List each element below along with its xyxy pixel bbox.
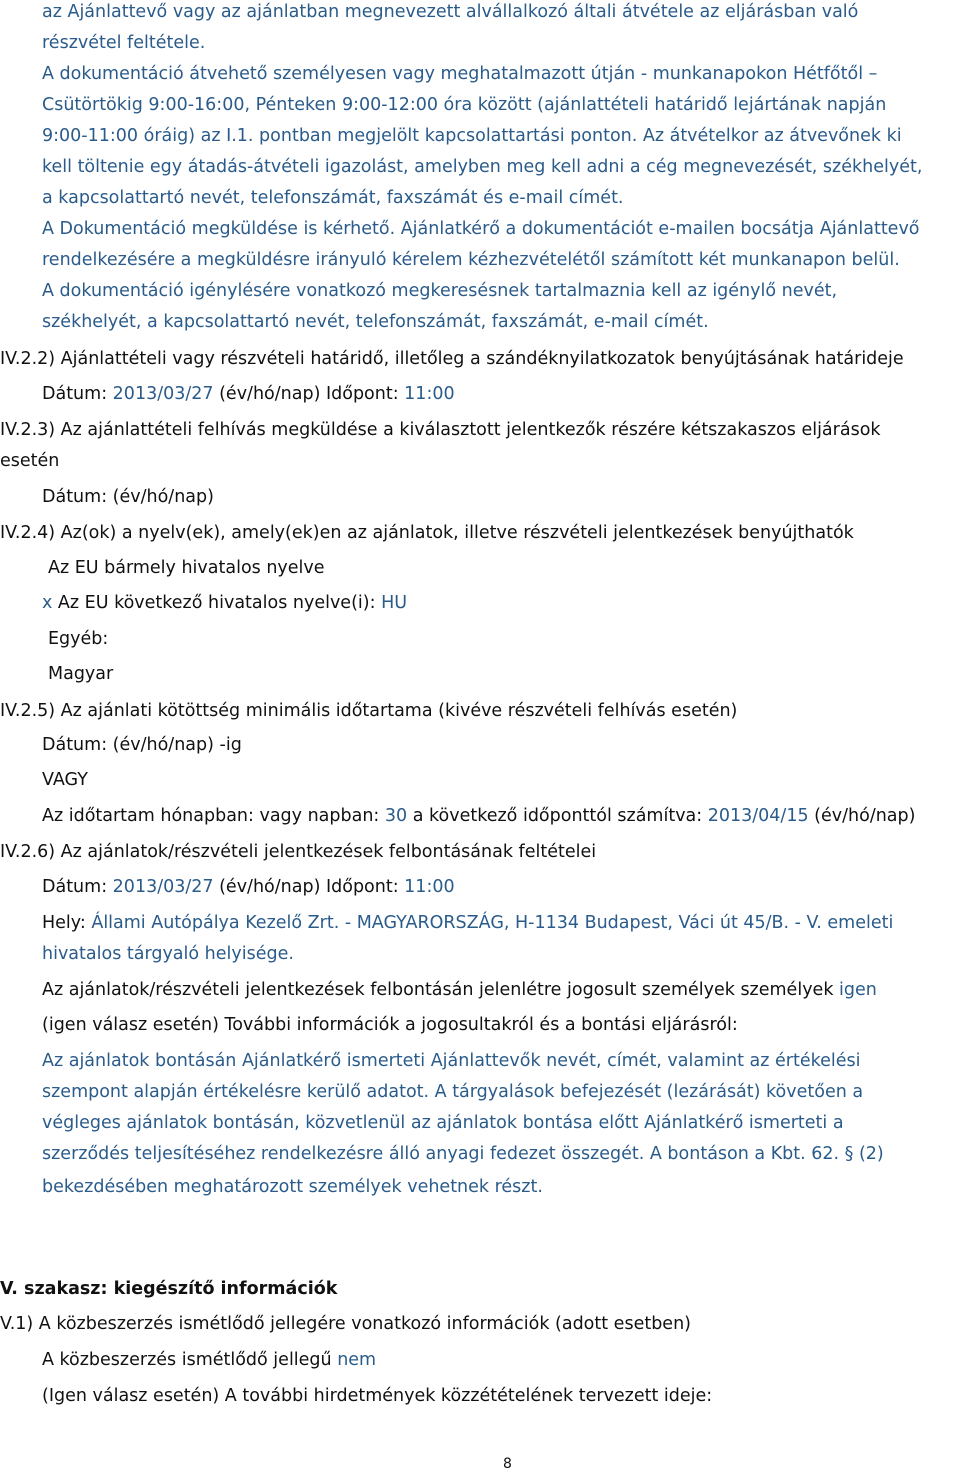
text-segment: részvétel feltétele.: [42, 33, 206, 53]
text-segment: 30: [384, 806, 408, 826]
text-line: [0, 1312, 691, 1336]
text-segment: Állami Autópálya Kezelő Zrt. - MAGYARORSZÁG, H-1134 Budapest, Váci út 45/B. - V. emeleti: [91, 913, 894, 933]
text-line: [42, 310, 709, 334]
text-segment: HU: [381, 593, 408, 613]
text-segment: Az ajánlatok/részvételi jelentkezések felbontásán jelenlétre jogosult személyek személyek: [42, 980, 840, 1000]
text-segment: szerződés teljesítéséhez rendelkezésre álló anyagi fedezet összegét. A bontáson a Kbt. 62. § (2): [42, 1144, 884, 1164]
text-segment: Magyar: [48, 664, 114, 684]
text-line: [42, 733, 242, 757]
text-line: [42, 248, 900, 272]
text-segment: Az ajánlatok bontásán Ajánlatkérő ismerteti Ajánlattevők nevét, címét, valamint az értékelési: [42, 1051, 861, 1071]
text-line: [42, 591, 407, 615]
text-line: [0, 521, 854, 545]
text-line: [42, 768, 88, 792]
text-line: [42, 124, 902, 148]
text-segment: az Ajánlattevő vagy az ajánlatban megnevezett alvállalkozó általi átvétele az eljárásban való: [42, 2, 859, 22]
text-line: [42, 0, 858, 24]
text-segment: 9:00-11:00 óráig) az I.1. pontban megjelölt kapcsolattartási ponton.: [42, 126, 638, 146]
text-segment: A dokumentáció átvehető személyesen vagy meghatalmazott útján - munkanapokon Hétfőtől –: [42, 64, 878, 84]
text-segment: Csütörtökig 9:00-16:00, Pénteken 9:00-12:00 óra között (ajánlattételi határidő lejártának napján: [42, 95, 887, 115]
text-line: [0, 1277, 337, 1301]
text-segment: IV.2.5) Az ajánlati kötöttség minimális időtartama (kivéve részvételi felhívás esetén): [0, 701, 738, 721]
text-segment: A közbeszerzés ismétlődő jellegű: [42, 1350, 338, 1370]
text-line: [48, 662, 113, 686]
text-segment: (év/hó/nap): [808, 806, 916, 826]
text-line: [0, 418, 881, 442]
text-segment: (Igen válasz esetén) A további hirdetmények közzétételének tervezett ideje:: [42, 1386, 713, 1406]
text-line: [48, 556, 325, 580]
text-segment: (év/hó/nap) Időpont:: [213, 877, 405, 897]
text-line: [42, 1142, 884, 1166]
text-line: [42, 93, 886, 117]
text-segment: rendelkezésére a megküldésre irányuló kérelem kézhezvételétől számított két munkanapon belül.: [42, 250, 900, 270]
text-segment: (igen válasz esetén) További információk a jogosultakról és a bontási eljárásról:: [42, 1015, 738, 1035]
text-line: [42, 1013, 738, 1037]
text-segment: (év/hó/nap) Időpont:: [213, 384, 405, 404]
text-segment: nem: [337, 1350, 377, 1370]
text-line: [42, 485, 214, 509]
text-segment: VAGY: [42, 770, 88, 790]
text-line: [42, 1175, 543, 1199]
text-segment: 2013/04/15: [707, 806, 809, 826]
text-segment: hivatalos tárgyaló helyisége.: [42, 944, 294, 964]
text-segment: kell töltenie egy átadás-átvételi igazolást, amelyben meg kell adni a cég megnevezését, székhelyét,: [42, 157, 923, 177]
text-line: [42, 978, 877, 1002]
text-segment: 11:00: [404, 384, 455, 404]
text-segment: Az időtartam hónapban: vagy napban:: [42, 806, 385, 826]
text-segment: V. szakasz: kiegészítő információk: [0, 1279, 338, 1299]
text-line: [42, 279, 837, 303]
text-line: [42, 186, 624, 210]
text-segment: esetén: [0, 451, 60, 471]
text-line: [42, 382, 455, 406]
text-segment: a kapcsolattartó nevét, telefonszámát, faxszámát és e-mail címét.: [42, 188, 624, 208]
text-line: [42, 155, 922, 179]
text-segment: végleges ajánlatok bontásán, közvetlenül az ajánlatok bontása előtt Ajánlatkérő ismerteti a: [42, 1113, 844, 1133]
text-segment: a következő időponttól számítva:: [407, 806, 708, 826]
text-line: [42, 1348, 376, 1372]
text-segment: Az átvételkor az átvevőnek ki: [637, 126, 902, 146]
text-segment: x: [42, 593, 53, 613]
text-line: [0, 840, 596, 864]
text-line: [42, 942, 294, 966]
text-segment: bekezdésében meghatározott személyek vehetnek részt.: [42, 1177, 543, 1197]
text-line: [42, 804, 915, 828]
text-segment: V.1) A közbeszerzés ismétlődő jellegére vonatkozó információk (adott esetben): [0, 1314, 691, 1334]
text-line: [42, 875, 455, 899]
text-line: [42, 1111, 844, 1135]
text-segment: 2013/03/27: [112, 384, 214, 404]
text-segment: Dátum: (év/hó/nap) -ig: [42, 735, 242, 755]
text-segment: Dátum:: [42, 877, 113, 897]
text-segment: székhelyét, a kapcsolattartó nevét, telefonszámát, faxszámát, e-mail címét.: [42, 312, 709, 332]
text-segment: Dátum: (év/hó/nap): [42, 487, 214, 507]
text-segment: 2013/03/27: [112, 877, 214, 897]
page-number: 8: [503, 1456, 512, 1472]
text-line: [0, 449, 59, 473]
text-line: [42, 62, 877, 86]
text-line: [42, 1080, 863, 1104]
text-line: [42, 1049, 860, 1073]
text-segment: Az EU bármely hivatalos nyelve: [48, 558, 325, 578]
text-line: [42, 1384, 712, 1408]
text-segment: IV.2.3) Az ajánlattételi felhívás megküldése a kiválasztott jelentkezők részére kétszakaszos eljárások: [0, 420, 881, 440]
text-segment: IV.2.4) Az(ok) a nyelv(ek), amely(ek)en az ajánlatok, illetve részvételi jelentkezések benyújthatók: [0, 523, 854, 543]
text-segment: Az EU következő hivatalos nyelve(i):: [52, 593, 382, 613]
text-segment: Ajánlatkérő a dokumentációt e-mailen bocsátja Ajánlattevő: [395, 219, 920, 239]
text-line: [0, 347, 904, 371]
text-line: [42, 217, 920, 241]
text-segment: Dátum:: [42, 384, 113, 404]
text-segment: Hely:: [42, 913, 92, 933]
text-line: [42, 31, 205, 55]
text-segment: IV.2.6) Az ajánlatok/részvételi jelentkezések felbontásának feltételei: [0, 842, 597, 862]
text-segment: A dokumentáció igénylésére vonatkozó megkeresésnek tartalmaznia kell az igénylő nevét,: [42, 281, 838, 301]
text-line: [0, 699, 737, 723]
text-segment: 11:00: [404, 877, 455, 897]
text-segment: IV.2.2) Ajánlattételi vagy részvételi határidő, illetőleg a szándéknyilatkozatok benyújtásának határideje: [0, 349, 904, 369]
text-segment: igen: [839, 980, 877, 1000]
text-segment: A Dokumentáció megküldése is kérhető.: [42, 219, 396, 239]
text-segment: Egyéb:: [48, 629, 109, 649]
text-segment: szempont alapján értékelésre kerülő adatot. A tárgyalások befejezését (lezárását) követően a: [42, 1082, 864, 1102]
text-line: [48, 627, 108, 651]
text-line: [42, 911, 893, 935]
